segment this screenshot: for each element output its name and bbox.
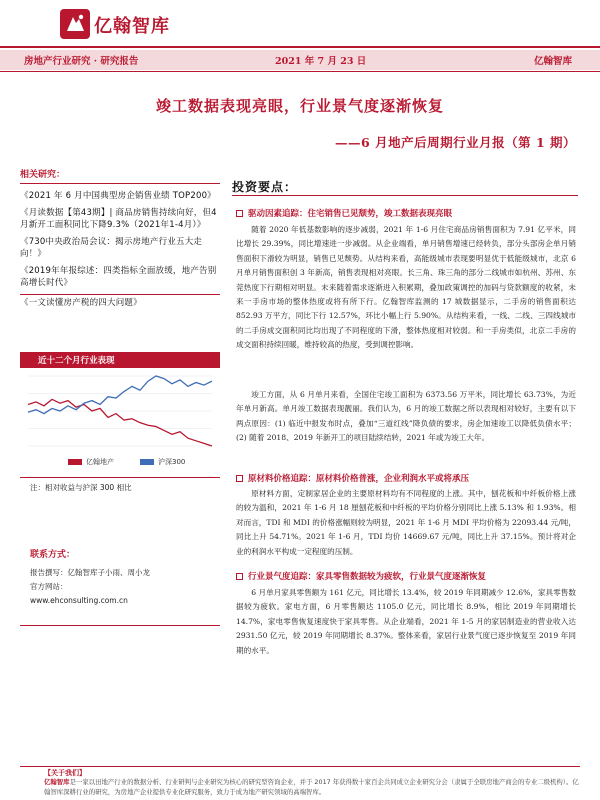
- performance-chart: [20, 368, 220, 474]
- chart-heading-bar: [20, 352, 220, 368]
- footer-about-heading: 【关于我们】: [44, 769, 86, 777]
- related-divider: [20, 294, 220, 295]
- related-link[interactable]: 《一文读懂房产税的四大问题》: [20, 297, 142, 308]
- header-date: 2021 年 7 月 23 日: [275, 56, 367, 67]
- chart-rule: [20, 477, 220, 478]
- section-materials-para: 原材料方面，定制家居企业的主要原材料均有不同程度的上涨。其中，刨花板和中纤板价格上涨的较为温和，2021 年 1-6 月 18 厘刨花板和中纤板的平均价格分别同比上涨 5.13% 和 1.93%。相对而言，TDI 和 MDI 的价格涨幅则较为明显，2021 年 1-6 月 MDI 平均价格为 22093.44 元/吨，同比上升 54.71%。2021 年 1-6 月，TDI 均价 14669.67 元/吨，同比上升 37.15%。预计将对企业的利润水平构成一定程度的压制。: [236, 489, 576, 556]
- header-right-tag: 亿翰智库: [533, 56, 572, 67]
- page-title: 竣工数据表现亮眼，行业景气度逐渐恢复: [155, 97, 444, 115]
- key-points-rule: [232, 195, 578, 196]
- brand-logo: [60, 8, 190, 42]
- header-rule-top: [0, 46, 600, 48]
- chart-series-line: [28, 376, 212, 414]
- related-link[interactable]: 《月读数据【第43期】| 商品房销售持续向好，但4月新开工面积同比下降9.3%（2021年1-4月）》: [20, 207, 217, 230]
- section-drivers-para-1: 随着 2020 年低基数影响的逐步减弱，2021 年 1-6 月住宅商品房销售面积为 7.91 亿平米，同比增长 29.39%，同比增速进一步减弱。从企业端看，单月销售增速已经转负，部分头部房企单月销售面积下滑较为明显，销售已见颓势。从结构来看，高能级城市表现要明显优于低能级城市，北京 6 月单月销售面积创 3 年新高，销售表现相对亮眼。长三角、珠三角的部分二线城市如杭州、苏州、东莞热度下行期相对明显。未来随着需求逐渐进入积累期，叠加政策调控的加码与贷款额度的收紧，未来一手房市场的整体热度或将有所下行。亿翰智库监测的 17 城数据显示，二手房的销售面积达 852.93 万平方，同比下行 12.57%，环比小幅上行 5.90%。从结构来看，一线、二线、三四线城市的二手房成交面积同比均出现了不同程度的下滑，整体热度相对较弱。和一手房类似，北京二手房的成交面积持续回暖，维持较高的热度，受到调控影响。: [236, 225, 576, 350]
- square-bullet-icon: [236, 210, 243, 217]
- contact-rule: [20, 625, 220, 626]
- chart-legend-label: 沪深300: [158, 458, 186, 466]
- contact-website-label: 官方网站：: [30, 582, 68, 591]
- related-research-heading: 相关研究：: [20, 170, 66, 180]
- related-link[interactable]: 《2019年年报综述：四类指标全面放缓，地产告别高增长时代》: [20, 265, 217, 288]
- chart-legend-label: 亿翰地产: [86, 458, 114, 466]
- related-link[interactable]: 《2021 年 6 月中国典型房企销售业绩 TOP200》: [20, 191, 216, 201]
- chart-title: 近十二个月行业表现: [38, 356, 115, 366]
- footer-rule: [20, 766, 580, 767]
- header-left-tag: 房地产行业研究 · 研究报告: [24, 56, 139, 67]
- header-band: [0, 50, 600, 70]
- footer-about-body: 是一家以田地产行业的数据分析、行业研判与企业研究为核心的研究型咨询企业，并于 2017 年获得数十家百企共同成立企业研究分会（隶属于全联房地产商会的专业二级机构）。亿翰智库深耕行业的研究，为房地产企业提供专业化研究服务，致力于成为地产研究领域的高端智库。: [44, 778, 579, 796]
- section-drivers-para-2: 竣工方面，从 6 月单月来看，全国住宅竣工面积为 6373.56 万平米，同比增长 63.73%，为近年单月新高。单月竣工数据表现靓丽。我们认为，6 月的竣工数据之所以表现相对较好，主要有以下两点原因：(1) 临近中报发布时点，叠加“三道红线”降负债的要求，房企加速竣工以降低负债水平；(2) 随着 2018、2019 年新开工的项目陆续结转，2021 年或为竣工大年。: [236, 390, 576, 443]
- page-subtitle: ——6 月地产后周期行业月报（第 1 期）: [335, 135, 576, 150]
- key-points-title: 投资要点：: [232, 180, 298, 194]
- square-bullet-icon: [236, 573, 243, 580]
- logo-mark-icon: [60, 9, 90, 39]
- contact-author: 报告撰写：亿翰智库子小雨、周小龙: [30, 568, 150, 577]
- square-bullet-icon: [236, 475, 243, 482]
- section-sentiment-para: 6 月单月家具零售额为 161 亿元，同比增长 13.4%，较 2019 年同期减少 12.6%，家具零售数据较为疲软。家电方面，6 月零售额达 1105.0 亿元，同比增长 8.9%，相比 2019 年同期增长 14.7%，家电零售恢复速度快于家具零售。从企业端看，2021 年 1-5 月的家居制造业的营业收入达 2931.50 亿元，较 2019 年同期增长 8.37%。整体来看，家居行业景气度已逐步恢复至 2019 年同期的水平。: [236, 588, 576, 655]
- key-points-header: [232, 178, 578, 195]
- contact-block: [30, 547, 220, 608]
- header-rule-bottom: [0, 71, 600, 72]
- footer-about-text: [44, 777, 580, 797]
- chart-series-line: [28, 399, 212, 446]
- footer-brand: 亿翰智库: [44, 778, 70, 786]
- chart-legend-swatch: [68, 459, 82, 465]
- chart-note: 注：相对收益与沪深 300 相比: [30, 483, 132, 492]
- contact-website-link[interactable]: www.ehconsulting.com.cn: [30, 596, 128, 605]
- section-heading-drivers: 驱动因素追踪：住宅销售已见颓势，竣工数据表现亮眼: [236, 207, 452, 219]
- related-rule: [20, 183, 220, 184]
- section-heading-sentiment: 行业景气度追踪：家具零售数据较为疲软，行业景气度逐渐恢复: [236, 570, 486, 582]
- related-link[interactable]: 《730中央政治局会议：揭示房地产行业五大走向！》: [20, 236, 203, 259]
- chart-legend-swatch: [140, 459, 154, 465]
- section-heading-materials: 原材料价格追踪：原材料价格普涨，企业利润水平或将承压: [236, 472, 469, 484]
- related-research-list: [20, 190, 220, 309]
- sidebar: [20, 167, 220, 313]
- contact-heading: 联系方式：: [30, 550, 76, 560]
- brand-name: 亿翰智库: [94, 16, 170, 37]
